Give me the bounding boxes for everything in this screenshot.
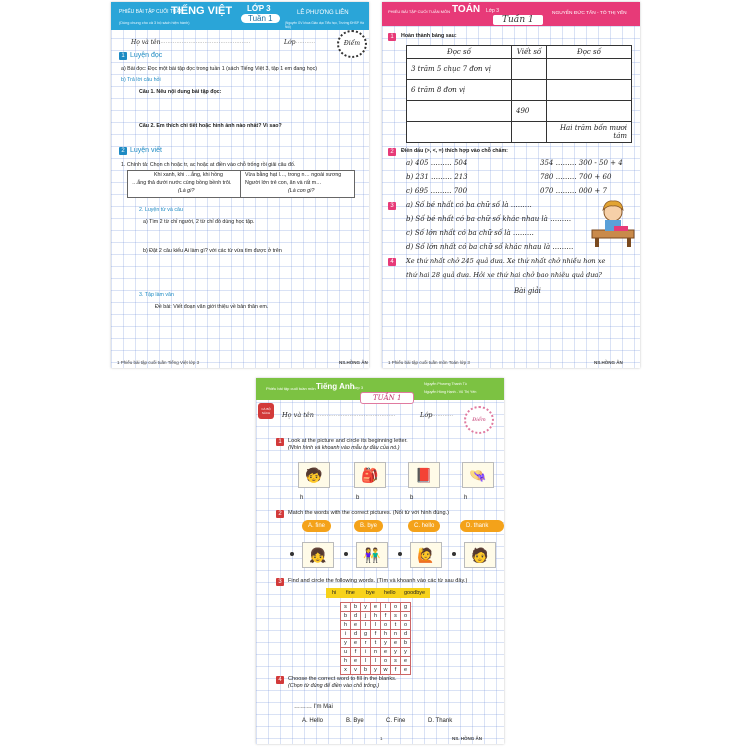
grid-cell[interactable]: h <box>371 612 381 621</box>
grid-cell[interactable]: l <box>371 657 381 666</box>
grid-cell[interactable]: b <box>401 639 411 648</box>
q3-word: goodbye <box>404 590 426 596</box>
english-footer-right: NS. HỒNG ÂN <box>452 736 483 741</box>
viet-worksheet <box>111 2 369 368</box>
grid-cell[interactable]: e <box>381 648 391 657</box>
grid-cell[interactable]: o <box>381 657 391 666</box>
math-table-cell <box>512 59 547 80</box>
q1-letter[interactable]: h <box>464 495 468 501</box>
math-number-table <box>406 45 632 143</box>
math-week: Tuần 1 <box>492 14 544 26</box>
grid-row <box>341 603 411 612</box>
q1-letter[interactable]: b <box>356 495 360 501</box>
english-author-1: Nguyễn Phương Thanh Tú <box>424 382 467 386</box>
math-table-cell <box>547 59 632 80</box>
q2-option-bye[interactable]: B. bye <box>354 520 383 532</box>
grid-cell[interactable]: l <box>381 603 391 612</box>
viet-name-label: Họ và tên <box>131 39 161 46</box>
viet-riddle-right-3: (Là con gì? <box>288 188 315 194</box>
viet-week: Tuần 1 <box>241 14 280 23</box>
english-week: TUẦN 1 <box>360 392 414 404</box>
math-authors: NGUYỄN ĐỨC TẤN - TÔ THỊ YẾN <box>552 11 627 16</box>
english-score-label: Điểm <box>472 417 486 423</box>
grid-cell[interactable]: e <box>401 666 411 675</box>
backpack-icon: 🎒 <box>361 466 379 483</box>
english-q4-instruction: Choose the correct word to fill in the blanks. <box>288 676 397 682</box>
viet-writing-heading: 3. Tập làm văn <box>139 292 174 298</box>
grid-cell[interactable]: e <box>351 657 361 666</box>
math-solution-label: Bài giải <box>514 287 541 295</box>
math-compare-left: b) 231 ……… 213 <box>406 173 468 181</box>
desk-leg <box>595 238 599 247</box>
english-q3-instruction: Find and circle the following words. (Tìm và khoanh vào các từ sau đây.) <box>288 578 468 584</box>
math-worksheet <box>382 2 640 368</box>
desk-leg <box>627 238 631 247</box>
grid-cell[interactable]: y <box>391 648 401 657</box>
math-section-3-number: 3 <box>388 202 396 210</box>
q1-letter[interactable]: b <box>410 495 414 501</box>
english-q4-translation: (Chọn từ đúng để điền vào chỗ trống.) <box>288 683 380 689</box>
viet-riddle-right-2: Người lớn trẻ con, ăn và rất m… <box>245 180 322 186</box>
grid-cell[interactable]: i <box>341 630 351 639</box>
q3-word: hi <box>332 590 337 596</box>
math-digit-question: b) Số bé nhất có ba chữ số khác nhau là ……… <box>406 215 572 223</box>
grid-cell[interactable]: f <box>381 612 391 621</box>
math-digit-question: c) Số lớn nhất có ba chữ số là ……… <box>406 229 534 237</box>
grid-row <box>341 639 411 648</box>
grid-cell[interactable]: s <box>391 657 401 666</box>
q2-picture-boy <box>464 542 496 568</box>
viet-name-dots: ……………………………………………… <box>155 39 251 45</box>
math-banner <box>382 2 640 26</box>
english-side-badge-text: CẢ BỘ SÁCH <box>261 407 271 415</box>
math-banner-small: PHIẾU BÀI TẬP CUỐI TUẦN MÔN <box>388 9 451 14</box>
q3-word: bye <box>366 590 375 596</box>
english-footer-left: 1 <box>380 736 383 741</box>
viet-class-dots: ………… <box>294 39 316 45</box>
grid-cell[interactable]: e <box>401 657 411 666</box>
grid-cell[interactable]: r <box>361 639 371 648</box>
math-digit-question: a) Số bé nhất có ba chữ số là ……… <box>406 201 532 209</box>
q1-picture-boy <box>298 462 330 488</box>
grid-cell[interactable]: l <box>361 621 371 630</box>
grid-cell[interactable]: l <box>371 621 381 630</box>
english-score-badge <box>464 406 494 434</box>
math-table-cell: 3 trăm 5 chục 7 đơn vị <box>407 59 512 80</box>
grid-row <box>341 612 411 621</box>
grid-row <box>341 621 411 630</box>
grid-cell[interactable]: g <box>401 603 411 612</box>
viet-banner <box>111 2 369 30</box>
viet-question-1: Câu 1. Nêu nội dung bài tập đọc: <box>139 89 222 95</box>
q2-match-dot[interactable] <box>344 552 348 556</box>
grid-row <box>341 657 411 666</box>
english-worksheet <box>256 378 504 744</box>
grid-cell[interactable]: d <box>401 630 411 639</box>
grid-cell[interactable]: b <box>351 603 361 612</box>
grid-cell[interactable]: s <box>391 612 401 621</box>
grid-cell[interactable]: w <box>381 666 391 675</box>
grid-cell[interactable]: t <box>391 621 401 630</box>
math-section-1-title: Hoàn thành bảng sau: <box>401 33 457 39</box>
grid-cell[interactable]: x <box>341 666 351 675</box>
grid-cell[interactable]: n <box>371 648 381 657</box>
english-q1-number: 1 <box>276 438 284 446</box>
viet-subtitle: (Dùng chung cho cả 3 bộ sách hiện hành) <box>119 21 190 25</box>
q2-match-dot[interactable] <box>290 552 294 556</box>
english-class-dots: ………… <box>432 412 454 418</box>
grid-cell[interactable]: f <box>351 648 361 657</box>
grid-cell[interactable]: o <box>401 612 411 621</box>
grid-cell[interactable]: n <box>391 630 401 639</box>
boy-icon: 🧒 <box>305 466 323 483</box>
grid-cell[interactable]: t <box>371 639 381 648</box>
book <box>614 226 628 231</box>
q1-letter[interactable]: h <box>300 495 304 501</box>
book-icon: 📕 <box>415 466 433 483</box>
english-name-dots: ……………………………………… <box>316 412 396 418</box>
grid-cell[interactable]: e <box>391 639 401 648</box>
grid-row <box>341 648 411 657</box>
math-word-problem-line-2: thứ hai 28 quả dưa. Hỏi xe thứ hai chở bao nhiêu quả dưa? <box>406 271 602 279</box>
english-banner-small: Phiếu bài tập cuối tuần môn <box>266 386 316 391</box>
grid-cell[interactable]: y <box>371 666 381 675</box>
english-q3-number: 3 <box>276 578 284 586</box>
waving-boy-icon: 🙋 <box>417 546 435 563</box>
math-grade: Lớp 3 <box>486 8 500 14</box>
viet-banner-small: PHIẾU BÀI TẬP CUỐI TUẦN <box>119 9 184 15</box>
student-at-desk-illustration <box>590 198 636 248</box>
grid-cell[interactable]: d <box>351 630 361 639</box>
math-section-4-number: 4 <box>388 258 396 266</box>
math-compare-left: c) 695 ……… 700 <box>406 187 468 195</box>
viet-section-2 <box>119 147 162 155</box>
math-table-cell <box>407 101 512 122</box>
viet-vocab-task-a: a) Tìm 2 từ chỉ người, 2 từ chỉ đồ dùng học tập. <box>143 219 255 225</box>
viet-subject: TIẾNG VIỆT <box>171 5 233 17</box>
math-table-row <box>407 80 632 101</box>
grid-cell[interactable]: y <box>341 639 351 648</box>
q2-picture-two-kids <box>356 542 388 568</box>
desk <box>592 230 634 238</box>
english-author-2: Nguyễn Hồng Hạnh - Vũ Thị Yến <box>424 390 477 394</box>
q2-match-dot[interactable] <box>398 552 402 556</box>
grid-cell[interactable]: h <box>341 621 351 630</box>
viet-riddle-left-3: (Là gì? <box>178 188 195 194</box>
grid-cell[interactable]: e <box>371 603 381 612</box>
grid-cell[interactable]: h <box>341 657 351 666</box>
math-table-header: Đọc số <box>547 46 632 59</box>
viet-riddle-left-1: Khi xanh, khi …ắng, khi hồng <box>154 172 223 178</box>
viet-writing-task: Đề bài: Viết đoạn văn giới thiệu về bản thân em. <box>155 304 269 310</box>
viet-riddle-right-1: Vừa bằng hạt l…, trong n… ngoài xương <box>245 172 342 178</box>
grid-cell[interactable]: o <box>391 603 401 612</box>
grid-cell[interactable]: i <box>361 648 371 657</box>
math-compare-left: a) 405 ……… 504 <box>406 159 468 167</box>
two-children-icon: 👫 <box>363 546 381 563</box>
viet-vocab-heading: 2. Luyện từ và câu <box>139 207 183 213</box>
math-table-cell <box>512 80 547 101</box>
viet-footer-left: 1 Phiếu bài tập cuối tuần Tiếng Việt lớp 3 <box>117 360 200 365</box>
english-side-badge <box>258 403 274 419</box>
viet-author-note: (Nguyên GV khoa Giáo dục Tiểu học, Trường ĐHSP Hà Nội) <box>285 21 364 29</box>
q2-match-dot[interactable] <box>452 552 456 556</box>
english-q2-number: 2 <box>276 510 284 518</box>
math-subject: TOÁN <box>452 4 481 15</box>
grid-cell[interactable]: l <box>361 657 371 666</box>
math-table-cell <box>407 122 512 143</box>
viet-footer-right: NS.HỒNG ÂN <box>339 360 368 365</box>
viet-spelling-task: 1. Chính tả: Chọn ch hoặc tr, ac hoặc at điền vào chỗ trống rồi giải câu đố. <box>121 162 296 168</box>
grid-cell[interactable]: s <box>341 603 351 612</box>
math-table-header: Viết số <box>512 46 547 59</box>
grid-cell[interactable]: e <box>351 639 361 648</box>
english-grade: lớp 3 <box>354 385 364 390</box>
q1-picture-book <box>408 462 440 488</box>
q1-picture-bag <box>354 462 386 488</box>
q4-blank-sentence[interactable]: ……… I'm Mai <box>294 704 333 710</box>
english-q1-translation: (Nhìn hình và khoanh vào mẫu tự đầu của nó.) <box>288 445 400 451</box>
math-table-cell <box>512 122 547 143</box>
math-footer-right: NS.HỒNG ÂN <box>594 360 623 365</box>
viet-vocab-task-b: b) Đặt 2 câu kiểu Ai làm gì? với các từ vừa tìm được ở trên <box>143 248 282 254</box>
viet-reading-task: a) Bài đọc: Đọc một bài tập đọc trong tuần 1 (sách Tiếng Việt 3, tập 1 em đang học) <box>121 66 318 72</box>
grid-cell[interactable]: y <box>381 639 391 648</box>
math-digit-question: d) Số lớn nhất có ba chữ số khác nhau là ……… <box>406 243 574 251</box>
math-table-cell <box>547 101 632 122</box>
viet-riddle-divider <box>240 171 241 197</box>
viet-answer-heading: b) Trả lời câu hỏi <box>121 77 161 83</box>
math-table-row <box>407 101 632 122</box>
english-q4-number: 4 <box>276 676 284 684</box>
q3-word: hello <box>384 590 396 596</box>
english-q2-instruction: Match the words with the correct pictures. (Nối từ với hình đúng.) <box>288 510 449 516</box>
viet-section-1 <box>119 52 162 60</box>
viet-section-1-title: Luyện đọc <box>130 52 163 59</box>
math-compare-right: 354 ……… 300 - 50 + 4 <box>540 159 623 167</box>
viet-class-label: Lớp <box>284 39 296 46</box>
grid-cell[interactable]: f <box>391 666 401 675</box>
english-name-label: Họ và tên <box>282 411 314 419</box>
q4-option-fine[interactable]: C. Fine <box>386 718 406 724</box>
q2-option-fine[interactable]: A. fine <box>302 520 331 532</box>
grid-row <box>341 666 411 675</box>
grid-cell[interactable]: o <box>401 621 411 630</box>
math-table-cell: 6 trăm 8 đơn vị <box>407 80 512 101</box>
q3-word: fine <box>346 590 355 596</box>
english-subject: Tiếng Anh <box>316 382 355 391</box>
math-footer-left: 1 Phiếu bài tập cuối tuần môn Toán lớp 3 <box>388 360 470 365</box>
math-word-problem-line-1: Xe thứ nhất chở 245 quả dưa. Xe thứ nhất chở nhiều hơn xe <box>406 257 606 265</box>
hat-icon: 👒 <box>469 466 487 483</box>
grid-row <box>341 630 411 639</box>
q2-picture-boy-waving <box>410 542 442 568</box>
math-table-header: Đọc số <box>407 46 512 59</box>
viet-section-2-number: 2 <box>119 147 127 155</box>
viet-riddle-box <box>127 170 355 198</box>
math-section-2-title: Điền dấu (>, <, =) thích hợp vào chỗ chấm: <box>401 148 508 154</box>
grid-cell[interactable]: y <box>361 603 371 612</box>
viet-score-badge <box>337 30 367 58</box>
viet-question-2: Câu 2. Em thích chi tiết hoặc hình ảnh nào nhất? Vì sao? <box>139 123 282 129</box>
grid-cell[interactable]: v <box>351 666 361 675</box>
english-q1-instruction: Look at the picture and circle its beginning letter. <box>288 438 408 444</box>
math-table-row <box>407 59 632 80</box>
grid-cell[interactable]: d <box>351 612 361 621</box>
grid-cell[interactable]: b <box>341 612 351 621</box>
math-section-1-number: 1 <box>388 33 396 41</box>
q2-picture-girl <box>302 542 334 568</box>
viet-section-1-number: 1 <box>119 52 127 60</box>
grid-cell[interactable]: j <box>361 612 371 621</box>
q2-option-thank-you[interactable]: D. thank you <box>460 520 504 532</box>
grid-cell[interactable]: h <box>381 630 391 639</box>
q2-option-hello[interactable]: C. hello <box>408 520 440 532</box>
q4-option-bye[interactable]: B. Bye <box>346 718 364 724</box>
math-table-header-row <box>407 46 632 59</box>
math-compare-right: 780 ……… 700 + 60 <box>540 173 612 181</box>
q4-option-hello[interactable]: A. Hello <box>302 718 324 724</box>
girl-icon: 👧 <box>309 546 327 563</box>
math-table-row <box>407 122 632 143</box>
math-section-2-number: 2 <box>388 148 396 156</box>
grid-cell[interactable]: o <box>381 621 391 630</box>
grid-cell[interactable]: f <box>371 630 381 639</box>
math-compare-right: 070 ……… 000 + 7 <box>540 187 607 195</box>
grid-cell[interactable]: e <box>351 621 361 630</box>
math-table-cell: Hai trăm bốn mươi tám <box>547 122 632 143</box>
viet-score-label: Điểm <box>343 40 361 47</box>
grid-cell[interactable]: b <box>361 666 371 675</box>
english-class-label: Lớp <box>420 411 433 419</box>
q4-option-thank[interactable]: D. Thank <box>428 718 453 724</box>
q3-word-search-grid <box>340 602 411 675</box>
viet-riddle-left-2: …ắng thả dưới nước cùng bồng bềnh trôi. <box>132 180 232 186</box>
math-table-cell: 490 <box>512 101 547 122</box>
viet-grade: LỚP 3 <box>247 4 271 13</box>
grid-cell[interactable]: g <box>361 630 371 639</box>
viet-author: LÊ PHƯƠNG LIÊN <box>297 10 349 16</box>
grid-cell[interactable]: y <box>401 648 411 657</box>
boy-icon: 🧑 <box>471 546 489 563</box>
math-table-cell <box>547 80 632 101</box>
grid-cell[interactable]: u <box>341 648 351 657</box>
viet-section-2-title: Luyện viết <box>130 147 162 154</box>
q3-word-bank <box>326 588 430 598</box>
q1-picture-hat <box>462 462 494 488</box>
